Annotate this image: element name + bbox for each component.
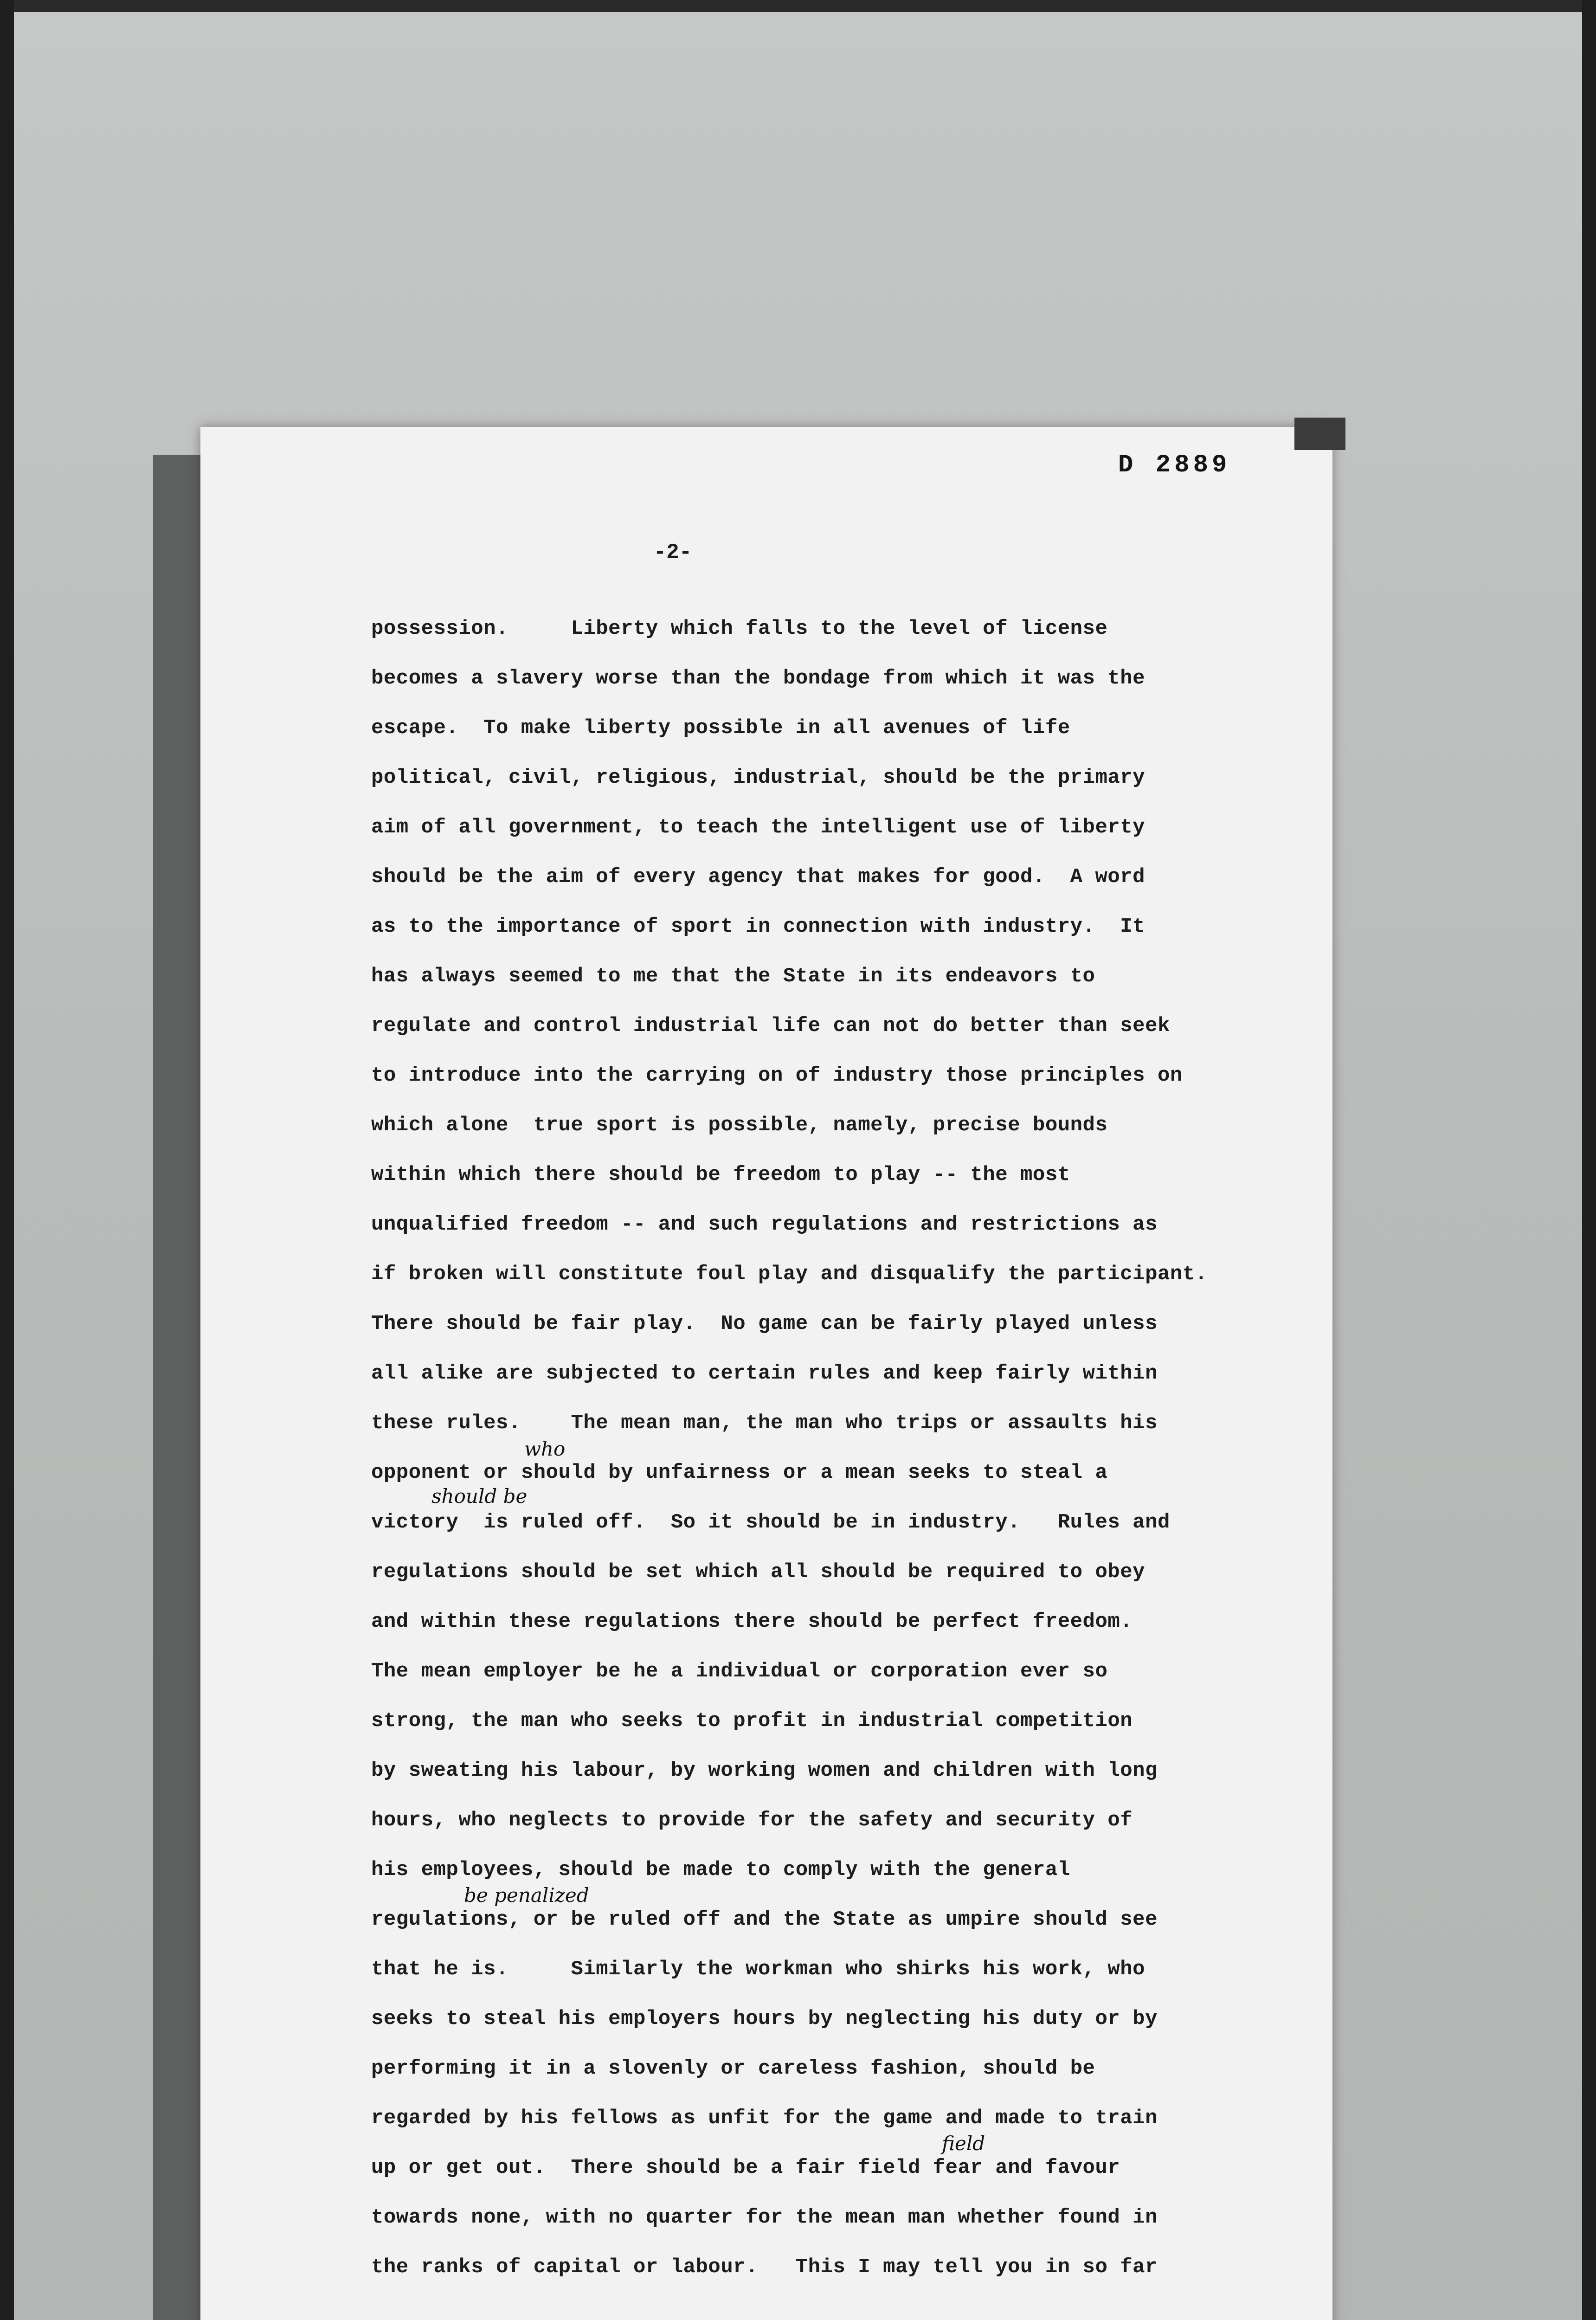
text-line: as to the importance of sport in connection with industry. It	[371, 915, 1146, 938]
text-line: regarded by his fellows as unfit for the game and made to train	[371, 2107, 1158, 2130]
page-number: -2-	[653, 541, 692, 565]
film-edge-top	[0, 0, 1596, 12]
text-line: if broken will constitute foul play and disqualify the participant.	[371, 1263, 1208, 1286]
text-line: that he is. Similarly the workman who shirks his work, who	[371, 1958, 1146, 1981]
text-line: aim of all government, to teach the intelligent use of liberty	[371, 816, 1146, 839]
handwritten-note-field: field	[942, 2132, 985, 2155]
text-line: becomes a slavery worse than the bondage from which it was the	[371, 667, 1146, 690]
handwritten-note-be-penalized: be penalized	[464, 1884, 589, 1907]
handwritten-note-who: who	[524, 1437, 566, 1460]
text-line: political, civil, religious, industrial, should be the primary	[371, 766, 1146, 789]
text-line: regulations, or be ruled off and the State as umpire should see	[371, 1908, 1158, 1931]
text-line: towards none, with no quarter for the mean man whether found in	[371, 2206, 1158, 2229]
text-line: regulate and control industrial life can not do better than seek	[371, 1014, 1170, 1038]
text-line: to introduce into the carrying on of industry those principles on	[371, 1064, 1183, 1087]
film-edge-left	[0, 0, 14, 2320]
text-line: There should be fair play. No game can be fairly played unless	[371, 1312, 1158, 1335]
document-id: D 2889	[1118, 451, 1231, 479]
text-line: opponent or should by unfairness or a mean seeks to steal a	[371, 1461, 1108, 1484]
text-line: should be the aim of every agency that makes for good. A word	[371, 865, 1146, 889]
page-corner-fold	[1294, 418, 1345, 450]
text-line: strong, the man who seeks to profit in industrial competition	[371, 1709, 1133, 1733]
text-line: unqualified freedom -- and such regulations and restrictions as	[371, 1213, 1158, 1236]
text-line: up or get out. There should be a fair field fear and favour	[371, 2156, 1120, 2179]
text-line: all alike are subjected to certain rules and keep fairly within	[371, 1362, 1158, 1385]
text-line: within which there should be freedom to play -- the most	[371, 1163, 1070, 1186]
text-line: escape. To make liberty possible in all avenues of life	[371, 716, 1070, 740]
text-line: hours, who neglects to provide for the safety and security of	[371, 1809, 1133, 1832]
text-line: these rules. The mean man, the man who trips or assaults his	[371, 1411, 1158, 1435]
text-line: which alone true sport is possible, namely, precise bounds	[371, 1114, 1108, 1137]
text-line: The mean employer be he a individual or corporation ever so	[371, 1660, 1108, 1683]
text-line: has always seemed to me that the State in its endeavors to	[371, 965, 1095, 988]
text-line: the ranks of capital or labour. This I may tell you in so far	[371, 2256, 1158, 2279]
text-line: performing it in a slovenly or careless fashion, should be	[371, 2057, 1095, 2080]
handwritten-note-should-be: should be	[431, 1485, 528, 1508]
text-line: his employees, should be made to comply with the general	[371, 1858, 1070, 1882]
text-line: regulations should be set which all should be required to obey	[371, 1560, 1146, 1584]
text-line: victory is ruled off. So it should be in industry. Rules and	[371, 1511, 1170, 1534]
text-line: possession. Liberty which falls to the level of license	[371, 617, 1108, 640]
text-line: by sweating his labour, by working women and children with long	[371, 1759, 1158, 1782]
text-line: seeks to steal his employers hours by neglecting his duty or by	[371, 2007, 1158, 2030]
text-line: and within these regulations there should be perfect freedom.	[371, 1610, 1133, 1633]
sheet-shadow	[153, 455, 204, 2320]
film-edge-right	[1582, 0, 1596, 2320]
